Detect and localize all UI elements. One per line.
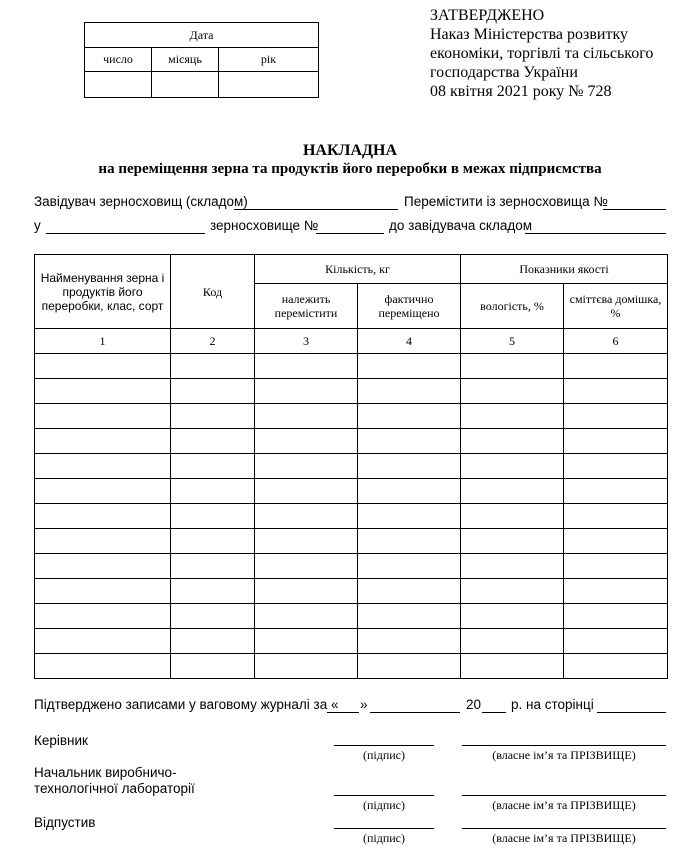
col-number: 2 (171, 329, 255, 354)
table-cell[interactable] (564, 354, 668, 379)
table-cell[interactable] (461, 629, 564, 654)
table-cell[interactable] (255, 429, 358, 454)
date-year-label: рік (219, 48, 319, 72)
table-cell[interactable] (255, 529, 358, 554)
goods-table (34, 254, 668, 679)
storage-no-field[interactable] (316, 233, 384, 234)
to-head-label: до завідувача складом (389, 218, 533, 233)
date-day-label: число (85, 48, 152, 72)
table-cell[interactable] (35, 504, 171, 529)
table-cell[interactable] (358, 354, 461, 379)
table-cell[interactable] (564, 404, 668, 429)
date-table (84, 22, 319, 98)
document-title: НАКЛАДНА (302, 142, 398, 159)
lab-name-caption: (власне ім’я та ПРІЗВИЩЕ) (492, 798, 636, 812)
table-cell[interactable] (255, 354, 358, 379)
lab-label-line-2: технологічної лабораторії (34, 781, 195, 796)
approved-line-5: 08 квітня 2021 року № 728 (430, 83, 612, 100)
table-row (35, 654, 668, 679)
table-cell[interactable] (35, 629, 171, 654)
table-body (35, 354, 668, 679)
confirm-year-field[interactable] (482, 712, 506, 713)
head-storage-label: Завідувач зерносховищ (складом) (34, 194, 248, 209)
col-to-move-header: належить перемістити (255, 284, 358, 329)
table-row (35, 404, 668, 429)
table-cell[interactable] (255, 504, 358, 529)
table-cell[interactable] (564, 454, 668, 479)
table-cell[interactable] (171, 604, 255, 629)
table-cell[interactable] (35, 354, 171, 379)
col-number: 5 (461, 329, 564, 354)
approved-line-4: господарства України (430, 64, 578, 81)
table-cell[interactable] (358, 454, 461, 479)
table-cell[interactable] (358, 429, 461, 454)
date-year-cell[interactable] (219, 72, 319, 98)
date-day-cell[interactable] (85, 72, 152, 98)
lab-name-field[interactable] (462, 795, 666, 796)
table-cell[interactable] (564, 604, 668, 629)
lab-signature-field[interactable] (334, 795, 434, 796)
table-cell[interactable] (171, 479, 255, 504)
released-signature-field[interactable] (334, 828, 434, 829)
released-sign-caption: (підпис) (362, 831, 406, 845)
move-from-field[interactable] (603, 209, 666, 210)
document-subtitle: на переміщення зерна та продуктів його переробки в межах підприємства (98, 161, 602, 177)
to-head-field[interactable] (525, 233, 666, 234)
table-cell[interactable] (171, 429, 255, 454)
head-signature-field[interactable] (334, 745, 434, 746)
confirm-day-field[interactable] (327, 712, 359, 713)
move-from-label: Перемістити із зерносховища № (404, 194, 608, 209)
approved-line-3: економіки, торгівлі та сільського (430, 45, 654, 62)
table-cell[interactable] (461, 504, 564, 529)
table-row (35, 429, 668, 454)
table-row (35, 554, 668, 579)
col-number: 3 (255, 329, 358, 354)
table-row (35, 579, 668, 604)
table-cell[interactable] (461, 429, 564, 454)
in-field[interactable] (46, 233, 205, 234)
confirm-page-field[interactable] (597, 712, 666, 713)
released-label: Відпустив (34, 815, 96, 830)
table-row (35, 354, 668, 379)
approval-stamp (430, 6, 690, 101)
table-cell[interactable] (564, 629, 668, 654)
col-number: 4 (358, 329, 461, 354)
date-month-cell[interactable] (152, 72, 219, 98)
table-row (35, 479, 668, 504)
table-cell[interactable] (171, 554, 255, 579)
table-cell[interactable] (35, 429, 171, 454)
head-sign-caption: (підпис) (362, 748, 406, 762)
table-cell[interactable] (255, 604, 358, 629)
table-cell[interactable] (461, 529, 564, 554)
table-cell[interactable] (35, 379, 171, 404)
head-label: Керівник (34, 733, 88, 748)
table-cell[interactable] (358, 579, 461, 604)
released-name-caption: (власне ім’я та ПРІЗВИЩЕ) (492, 831, 636, 845)
table-cell[interactable] (564, 554, 668, 579)
table-cell[interactable] (461, 454, 564, 479)
table-cell[interactable] (461, 379, 564, 404)
col-number: 1 (35, 329, 171, 354)
table-cell[interactable] (358, 379, 461, 404)
table-cell[interactable] (461, 554, 564, 579)
col-moisture-header: вологість, % (461, 284, 564, 329)
table-cell[interactable] (171, 379, 255, 404)
table-cell[interactable] (461, 654, 564, 679)
table-cell[interactable] (171, 354, 255, 379)
table-cell[interactable] (358, 554, 461, 579)
col-quantity-header: Кількість, кг (255, 255, 461, 284)
table-cell[interactable] (461, 354, 564, 379)
table-cell[interactable] (255, 479, 358, 504)
head-name-caption: (власне ім’я та ПРІЗВИЩЕ) (492, 748, 636, 762)
table-cell[interactable] (358, 504, 461, 529)
table-cell[interactable] (461, 404, 564, 429)
lab-sign-caption: (підпис) (362, 798, 406, 812)
date-month-label: місяць (152, 48, 219, 72)
table-cell[interactable] (255, 654, 358, 679)
col-impurity-header: сміттєва домішка, % (564, 284, 668, 329)
storage-no-label: зерносховище № (210, 218, 319, 233)
table-cell[interactable] (358, 529, 461, 554)
table-cell[interactable] (255, 579, 358, 604)
col-quality-header: Показники якості (461, 255, 668, 284)
table-cell[interactable] (35, 604, 171, 629)
table-cell[interactable] (461, 579, 564, 604)
col-name-header: Найменування зерна і продуктів його переробки, клас, сорт (35, 255, 171, 329)
table-cell[interactable] (564, 504, 668, 529)
confirm-page-label: р. на сторінці (511, 697, 594, 712)
table-cell[interactable] (35, 579, 171, 604)
table-row (35, 504, 668, 529)
table-cell[interactable] (461, 604, 564, 629)
table-cell[interactable] (171, 654, 255, 679)
confirm-text-1: Підтверджено записами у ваговому журналі за « (34, 697, 339, 712)
head-storage-field[interactable] (234, 209, 398, 210)
table-cell[interactable] (564, 479, 668, 504)
table-cell[interactable] (564, 654, 668, 679)
table-cell[interactable] (35, 454, 171, 479)
table-cell[interactable] (171, 404, 255, 429)
table-cell[interactable] (255, 379, 358, 404)
approved-line-2: Наказ Міністерства розвитку (430, 26, 628, 43)
table-cell[interactable] (171, 504, 255, 529)
table-cell[interactable] (564, 379, 668, 404)
table-cell[interactable] (564, 529, 668, 554)
table-cell[interactable] (35, 404, 171, 429)
table-cell[interactable] (358, 629, 461, 654)
confirm-year-prefix: 20 (466, 697, 482, 712)
lab-label-line-1: Начальник виробничо- (34, 765, 177, 780)
released-name-field[interactable] (462, 828, 666, 829)
approved-title: ЗАТВЕРДЖЕНО (430, 7, 545, 24)
table-cell[interactable] (255, 454, 358, 479)
col-code-header: Код (171, 255, 255, 329)
table-row (35, 529, 668, 554)
col-number: 6 (564, 329, 668, 354)
date-header: Дата (85, 23, 319, 48)
table-cell[interactable] (358, 604, 461, 629)
table-cell[interactable] (461, 479, 564, 504)
in-label: у (34, 218, 41, 233)
confirm-month-field[interactable] (370, 712, 460, 713)
table-cell[interactable] (358, 654, 461, 679)
table-cell[interactable] (35, 554, 171, 579)
table-cell[interactable] (171, 579, 255, 604)
table-cell[interactable] (564, 429, 668, 454)
table-cell[interactable] (255, 404, 358, 429)
col-moved-header: фактично переміщено (358, 284, 461, 329)
table-row (35, 604, 668, 629)
table-row (35, 629, 668, 654)
table-cell[interactable] (171, 454, 255, 479)
table-row (35, 454, 668, 479)
confirm-quote-close: » (360, 697, 368, 712)
table-cell[interactable] (35, 529, 171, 554)
table-cell[interactable] (35, 654, 171, 679)
head-name-field[interactable] (462, 745, 666, 746)
table-cell[interactable] (171, 629, 255, 654)
table-cell[interactable] (171, 529, 255, 554)
table-cell[interactable] (255, 554, 358, 579)
table-cell[interactable] (564, 579, 668, 604)
table-cell[interactable] (255, 629, 358, 654)
table-cell[interactable] (358, 404, 461, 429)
table-cell[interactable] (358, 479, 461, 504)
table-row (35, 379, 668, 404)
table-cell[interactable] (35, 479, 171, 504)
